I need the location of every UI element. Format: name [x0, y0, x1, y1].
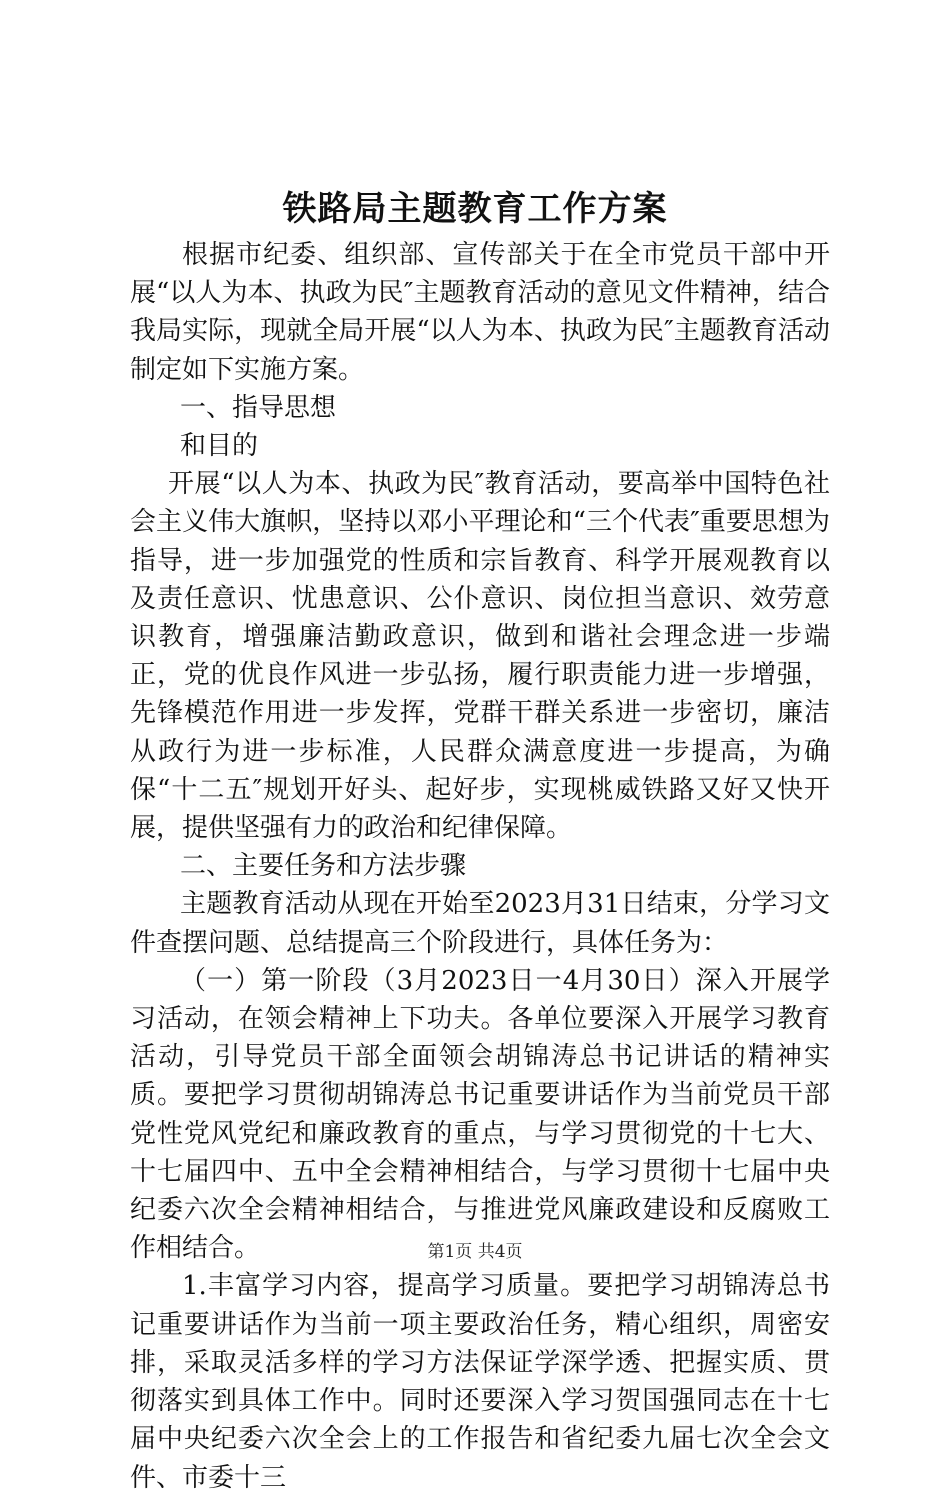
section-heading-main-tasks: 二、主要任务和方法步骤	[180, 851, 467, 882]
paragraph-guiding-thought: 开展“以人为本、执政为民″教育活动，要高举中国特色社会主义伟大旗帜，坚持以邓小平理论和“三个代表″重要思想为指导，进一步加强党的性质和宗旨教育、科学开展观教育以及责任意识、忧患意识、公仆意识、岗位担当意识、效劳意识教育，增强廉洁勤政意识，做到和谐社会理念进一步端正，党的优良作风进一步弘扬，履行职责能力进一步增强，先锋模范作用进一步发挥，党群干群关系进一步密切，廉洁从政行为进一步标准，人民群众满意度进一步提高，为确保“十二五″规划开好头、起好步，实现桃威铁路又好又快开展，提供坚强有力的政治和纪律保障。	[130, 469, 830, 844]
section-heading-guiding-thought: 一、指导思想	[180, 392, 337, 423]
page-number-footer: 第1页 共4页	[427, 1242, 523, 1262]
section-heading-continuation: 和目的	[180, 431, 259, 462]
paragraph-phase-one: （一）第一阶段（3月2023日一4月30日）深入开展学习活动，在领会精神上下功夫。各单位要深入开展学习教育活动，引导党员干部全面领会胡锦涛总书记讲话的精神实质。要把学习贯彻胡锦涛总书记重要讲话作为当前党员干部党性党风党纪和廉政教育的重点，与学习贯彻党的十七大、十七届四中、五中全会精神相结合，与学习贯彻十七届中央纪委六次全会精神相结合，与推进党风廉政建设和反腐败工作相结合。	[130, 965, 830, 1264]
document-title: 铁路局主题教育工作方案	[282, 189, 668, 229]
paragraph-intro: 根据市纪委、组织部、宣传部关于在全市党员干部中开展“以人为本、执政为民″主题教育活动的意见文件精神，结合我局实际，现就全局开展“以人为本、执政为民″主题教育活动制定如下实施方案。	[130, 240, 830, 385]
paragraph-schedule: 主题教育活动从现在开始至2023月31日结束，分学习文件查摆问题、总结提高三个阶段进行，具体任务为：	[130, 889, 830, 958]
document-body	[130, 236, 830, 1497]
paragraph-item-one: 1.丰富学习内容，提高学习质量。要把学习胡锦涛总书记重要讲话作为当前一项主要政治任务，精心组织，周密安排，采取灵活多样的学习方法保证学深学透、把握实质、贯彻落实到具体工作中。同时还要深入学习贺国强同志在十七届中央纪委六次全会上的工作报告和省纪委九届七次全会文件、市委十三	[130, 1271, 830, 1493]
